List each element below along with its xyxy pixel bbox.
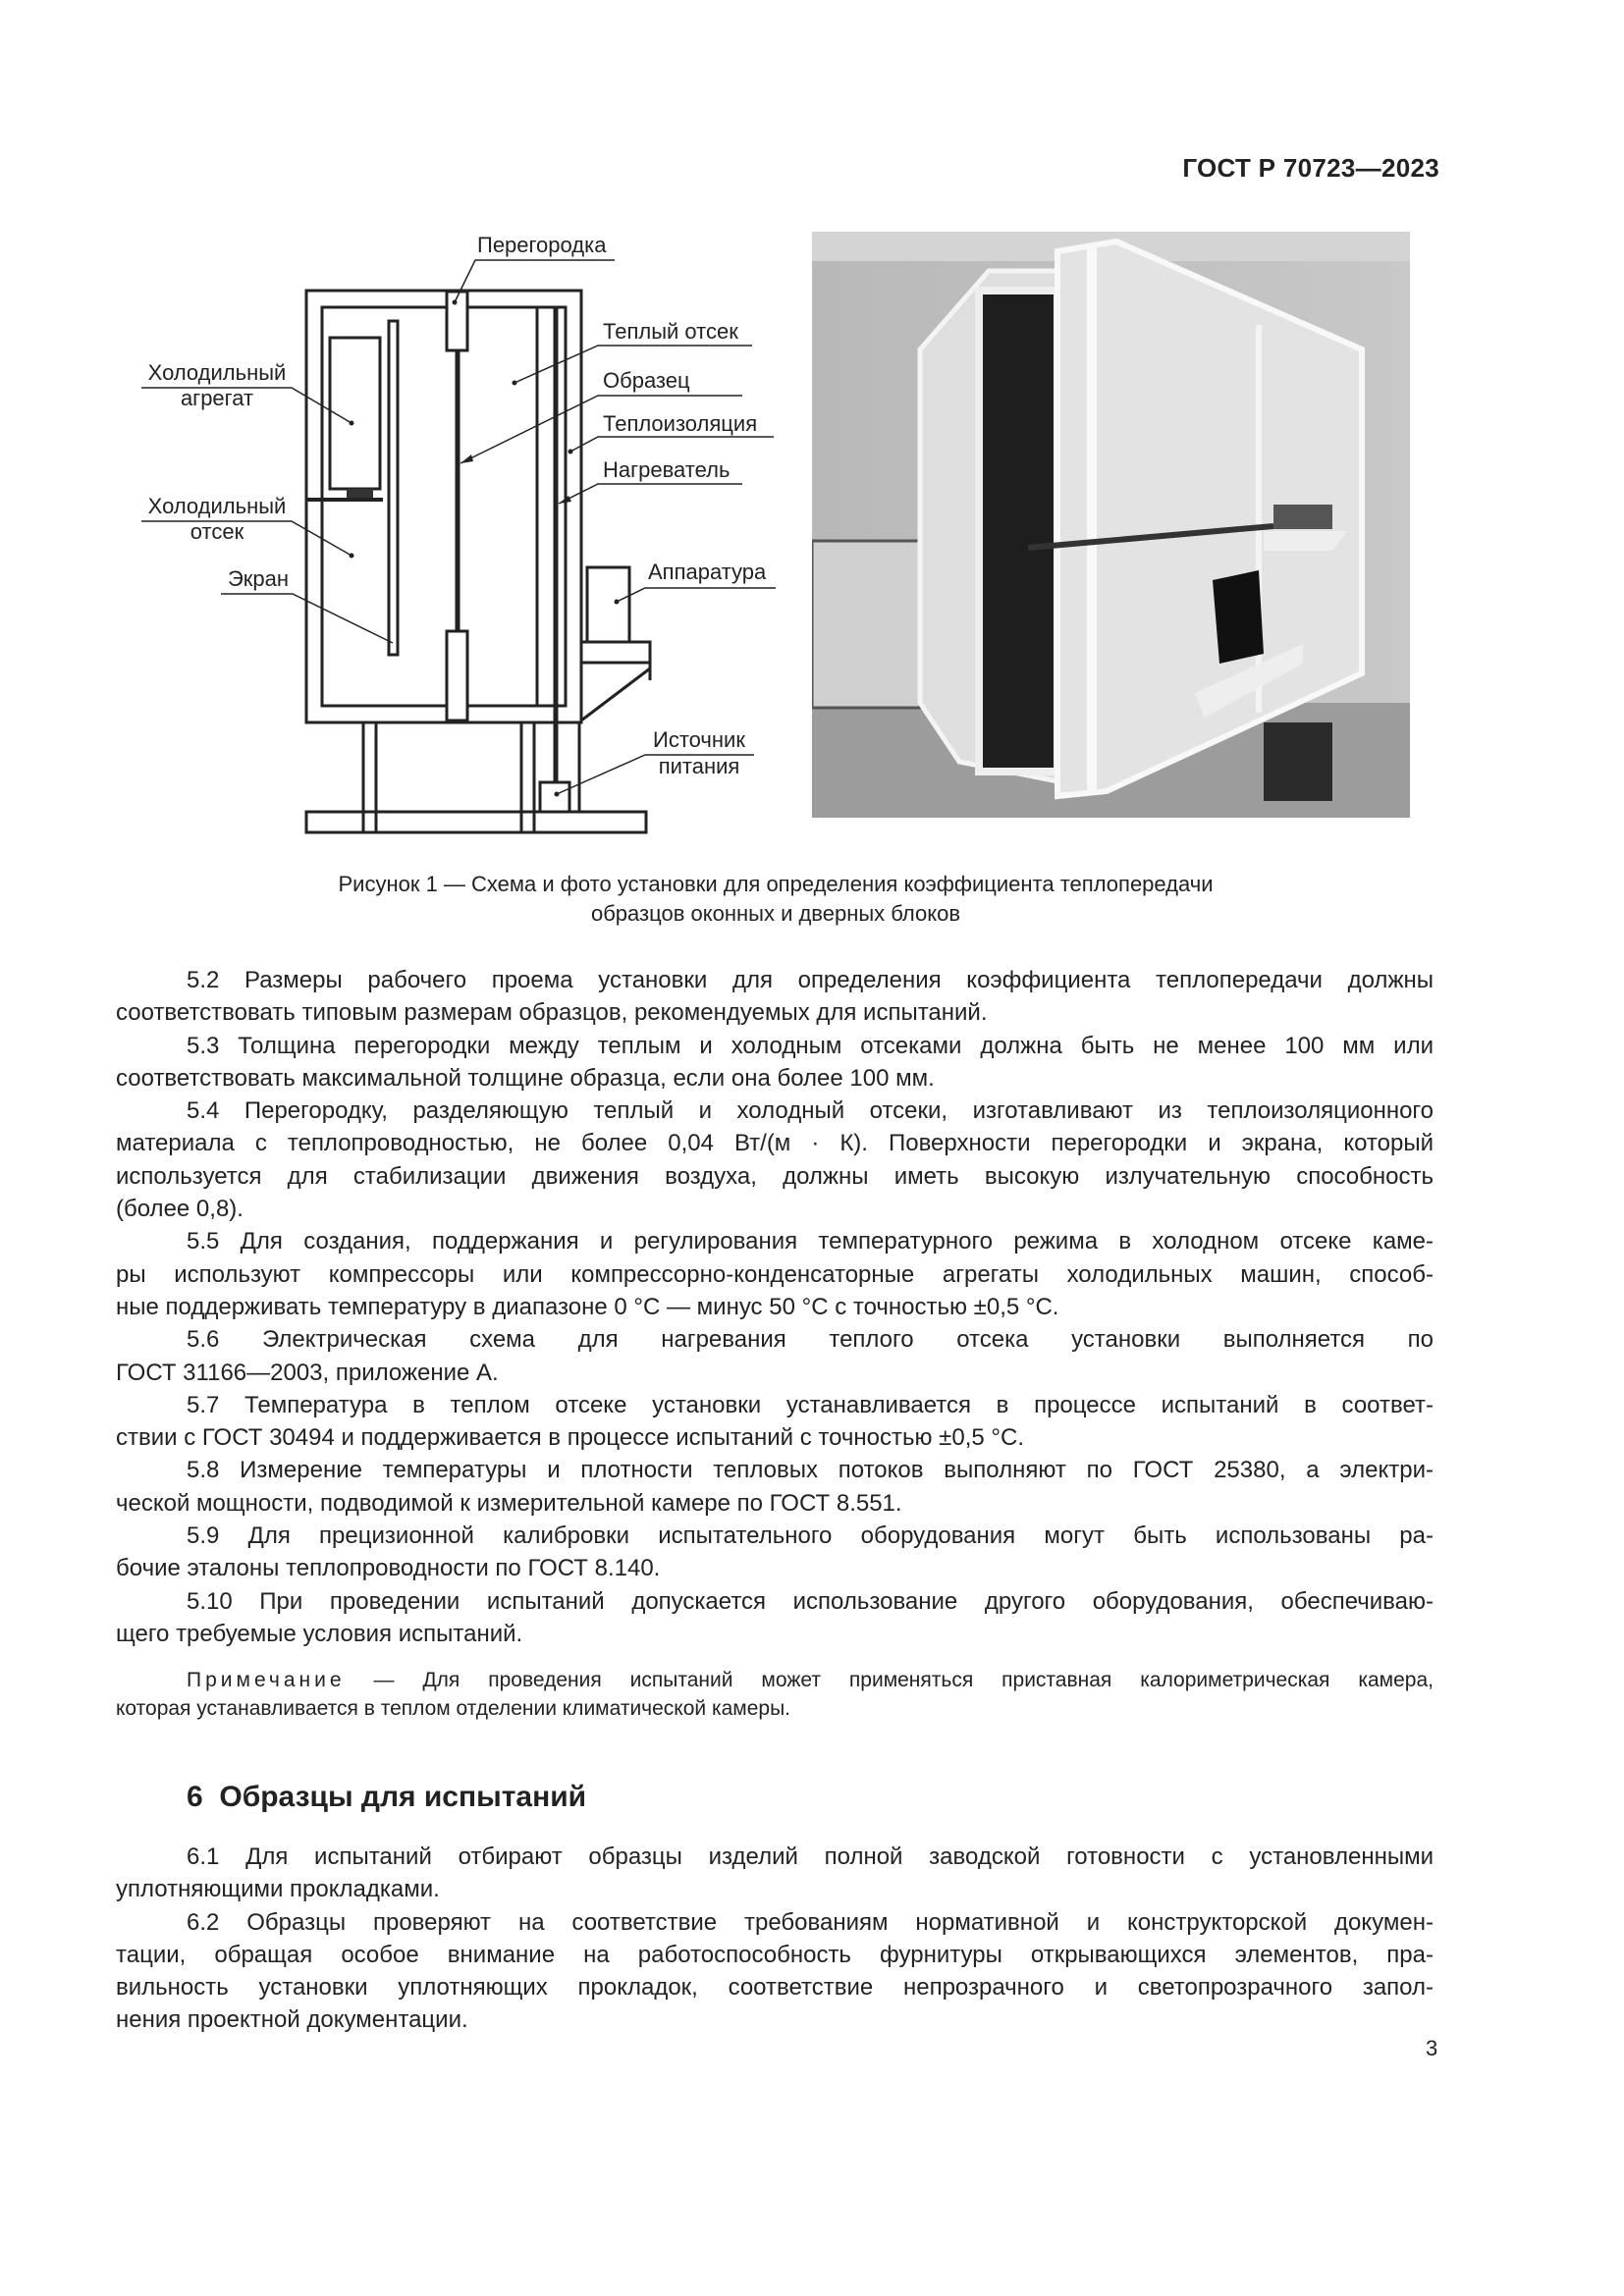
label-apparatus: Аппаратура: [648, 560, 767, 584]
note-label: Примечание: [187, 1669, 346, 1691]
paragraph-line: 6.2 Образцы проверяют на соответствие требованиям нормативной и конструкторской докумен-: [187, 1908, 1434, 1936]
label-sample: Образец: [603, 368, 690, 393]
note-text-2: которая устанавливается в теплом отделении климатической камеры.: [116, 1697, 791, 1720]
power-source-box: [540, 782, 569, 812]
paragraph: [116, 1225, 1434, 1323]
paragraph-line: 5.4 Перегородку, разделяющую теплый и холодный отсеки, изготавливают из теплоизоляционного: [187, 1097, 1434, 1125]
paragraph-line: бочие эталоны теплопроводности по ГОСТ 8.140.: [116, 1555, 661, 1582]
partition-bottom: [447, 631, 467, 721]
paragraph-line: вильность установки уплотняющих прокладок, соответствие непрозрачного и светопрозрачного запол-: [116, 1974, 1434, 2002]
base: [306, 812, 646, 832]
paragraph-line: соответствовать типовым размерам образцов, рекомендуемых для испытаний.: [116, 999, 988, 1027]
apparatus-shelf: [581, 642, 650, 663]
paragraph-line: 5.2 Размеры рабочего проема установки для определения коэффициента теплопередачи должны: [187, 967, 1434, 993]
leg-left: [363, 722, 376, 832]
paragraph-line: тации, обращая особое внимание на работоспособность фурнитуры открывающихся элементов, пра-: [116, 1941, 1434, 1968]
paragraph-line: ствии с ГОСТ 30494 и поддерживается в процессе испытаний с точностью ±0,5 °С.: [116, 1424, 1024, 1452]
document-id-header: ГОСТ Р 70723—2023: [1182, 153, 1439, 183]
label-insulation: Теплоизоляция: [603, 411, 758, 436]
note: [116, 1666, 1434, 1723]
note-text: — Для проведения испытаний может применяться приставная калориметрическая камера,: [345, 1669, 1434, 1691]
paragraph-line: ные поддерживать температуру в диапазоне 0 °С — минус 50 °С с точностью ±0,5 °С.: [116, 1293, 1059, 1320]
paragraph-line: (более 0,8).: [116, 1196, 244, 1223]
paragraph-line: 6.1 Для испытаний отбирают образцы изделий полной заводской готовности с установленными: [187, 1843, 1434, 1870]
partition-top: [447, 292, 467, 350]
section-5-body: [116, 964, 1434, 1650]
paragraph: [116, 1323, 1434, 1389]
paragraph: [116, 1095, 1434, 1225]
paragraph-line: материала с теплопроводностью, не более 0,04 Вт/(м · К). Поверхности перегородки и экрана, который: [116, 1130, 1434, 1157]
paragraph-line: ГОСТ 31166—2003, приложение А.: [116, 1359, 499, 1386]
apparatus-box: [587, 567, 629, 642]
screen-plate: [389, 321, 398, 655]
label-cold-compartment: Холодильный: [147, 494, 287, 518]
paragraph: [116, 1520, 1434, 1585]
leg-right: [521, 722, 534, 832]
paragraph: [116, 1389, 1434, 1455]
page-number: 3: [1426, 2036, 1438, 2060]
section-6-body: [116, 1841, 1434, 2037]
label-cold-compartment-2: отсек: [189, 519, 244, 544]
label-heater: Нагреватель: [603, 457, 731, 482]
caption-line: Рисунок 1 — Схема и фото установки для определения коэффициента теплопередачи: [338, 872, 1214, 896]
label-power-source-2: питания: [658, 754, 740, 778]
cooling-unit-box: [330, 338, 380, 489]
label-warm-compartment: Теплый отсек: [603, 319, 738, 344]
figure-caption: [196, 870, 1355, 929]
paragraph-line: 5.5 Для создания, поддержания и регулирования температурного режима в холодном отсеке каме-: [187, 1228, 1434, 1255]
label-power-source: Источник: [653, 727, 745, 752]
paragraph-line: щего требуемые условия испытаний.: [116, 1620, 523, 1647]
paragraph-line: соответствовать максимальной толщине образца, если она более 100 мм.: [116, 1064, 935, 1092]
outer-frame: [306, 291, 581, 722]
installation-photo: [812, 232, 1410, 818]
paragraph: [116, 1585, 1434, 1651]
paragraph: [116, 1906, 1434, 2037]
label-cooling-unit: Холодильный: [147, 360, 287, 385]
paragraph-line: нения проектной документации.: [116, 2006, 468, 2034]
label-partition: Перегородка: [477, 233, 607, 257]
paragraph-line: уплотняющими прокладками.: [116, 1876, 440, 1903]
installation-schematic: [128, 216, 815, 844]
paragraph: [116, 1030, 1434, 1095]
label-screen: Экран: [227, 566, 290, 591]
paragraph-line: 5.8 Измерение температуры и плотности тепловых потоков выполняют по ГОСТ 25380, а электри-: [187, 1457, 1434, 1484]
caption-line: образцов оконных и дверных блоков: [590, 901, 961, 926]
paragraph-line: ческой мощности, подводимой к измерительной камере по ГОСТ 8.551.: [116, 1489, 902, 1517]
paragraph: [116, 964, 1434, 1030]
paragraph: [116, 1454, 1434, 1520]
paragraph-line: 5.7 Температура в теплом отсеке установки устанавливается в процессе испытаний в соответ-: [187, 1391, 1434, 1418]
paragraph-line: 5.3 Толщина перегородки между теплым и холодным отсеками должна быть не менее 100 мм или: [187, 1032, 1434, 1059]
label-cooling-unit-2: агрегат: [180, 386, 254, 410]
paragraph-line: 5.9 Для прецизионной калибровки испытательного оборудования могут быть использованы ра-: [187, 1522, 1434, 1550]
section-6-heading: 6 Образцы для испытаний: [187, 1781, 587, 1813]
paragraph-line: ры используют компрессоры или компрессорно-конденсаторные агрегаты холодильных машин, способ-: [116, 1260, 1434, 1288]
paragraph: [116, 1841, 1434, 1906]
paragraph-line: 5.6 Электрическая схема для нагревания теплого отсека установки выполняется по: [187, 1326, 1434, 1354]
dark-door: [979, 291, 1057, 772]
paragraph-line: 5.10 При проведении испытаний допускается использование другого оборудования, обеспечиваю-: [187, 1587, 1434, 1615]
inner-frame: [322, 307, 566, 706]
paragraph-line: используется для стабилизации движения воздуха, должны иметь высокую излучательную способность: [116, 1162, 1434, 1190]
